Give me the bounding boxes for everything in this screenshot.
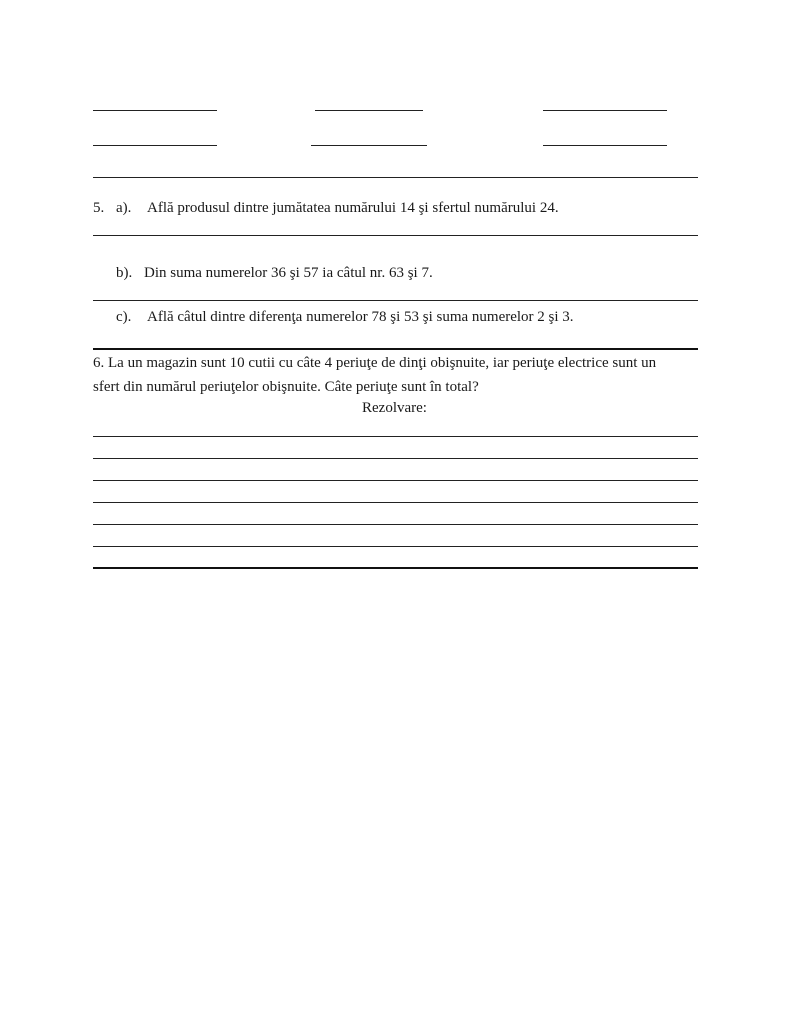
answer-blank-row1-col3[interactable]	[543, 110, 667, 111]
exercise-5b-label: b).	[116, 265, 133, 281]
exercise-5c-text: Află câtul dintre diferenţa numerelor 78 şi 53 şi suma numerelor 2 şi 3.	[147, 309, 574, 325]
answer-blank-row1-col2[interactable]	[315, 110, 423, 111]
exercise-5a-text: Află produsul dintre jumătatea numărului 14 şi sfertul numărului 24.	[147, 200, 559, 216]
solution-heading: Rezolvare:	[362, 400, 427, 416]
section-divider	[93, 348, 698, 350]
answer-blank-row2-col2[interactable]	[311, 145, 427, 146]
solution-line-6[interactable]	[93, 546, 698, 547]
solution-line-3[interactable]	[93, 480, 698, 481]
solution-line-5[interactable]	[93, 524, 698, 525]
solution-line-4[interactable]	[93, 502, 698, 503]
answer-line[interactable]	[93, 177, 698, 178]
solution-line-7[interactable]	[93, 567, 698, 569]
answer-blank-row2-col1[interactable]	[93, 145, 217, 146]
exercise-6-line-1: 6. La un magazin sunt 10 cutii cu câte 4 periuţe de dinţi obişnuite, iar periuţe electrice sunt un	[93, 355, 657, 371]
exercise-5a-label: a).	[116, 200, 132, 216]
solution-line-2[interactable]	[93, 458, 698, 459]
answer-line-5a[interactable]	[93, 235, 698, 236]
exercise-5c-label: c).	[116, 309, 132, 325]
exercise-number: 5.	[93, 200, 105, 216]
exercise-6-line-2: sfert din numărul periuţelor obişnuite. Câte periuţe sunt în total?	[93, 379, 479, 395]
answer-blank-row2-col3[interactable]	[543, 145, 667, 146]
exercise-5b-text: Din suma numerelor 36 şi 57 ia câtul nr. 63 şi 7.	[144, 265, 433, 281]
solution-line-1[interactable]	[93, 436, 698, 437]
answer-line-5b[interactable]	[93, 300, 698, 301]
answer-blank-row1-col1[interactable]	[93, 110, 217, 111]
